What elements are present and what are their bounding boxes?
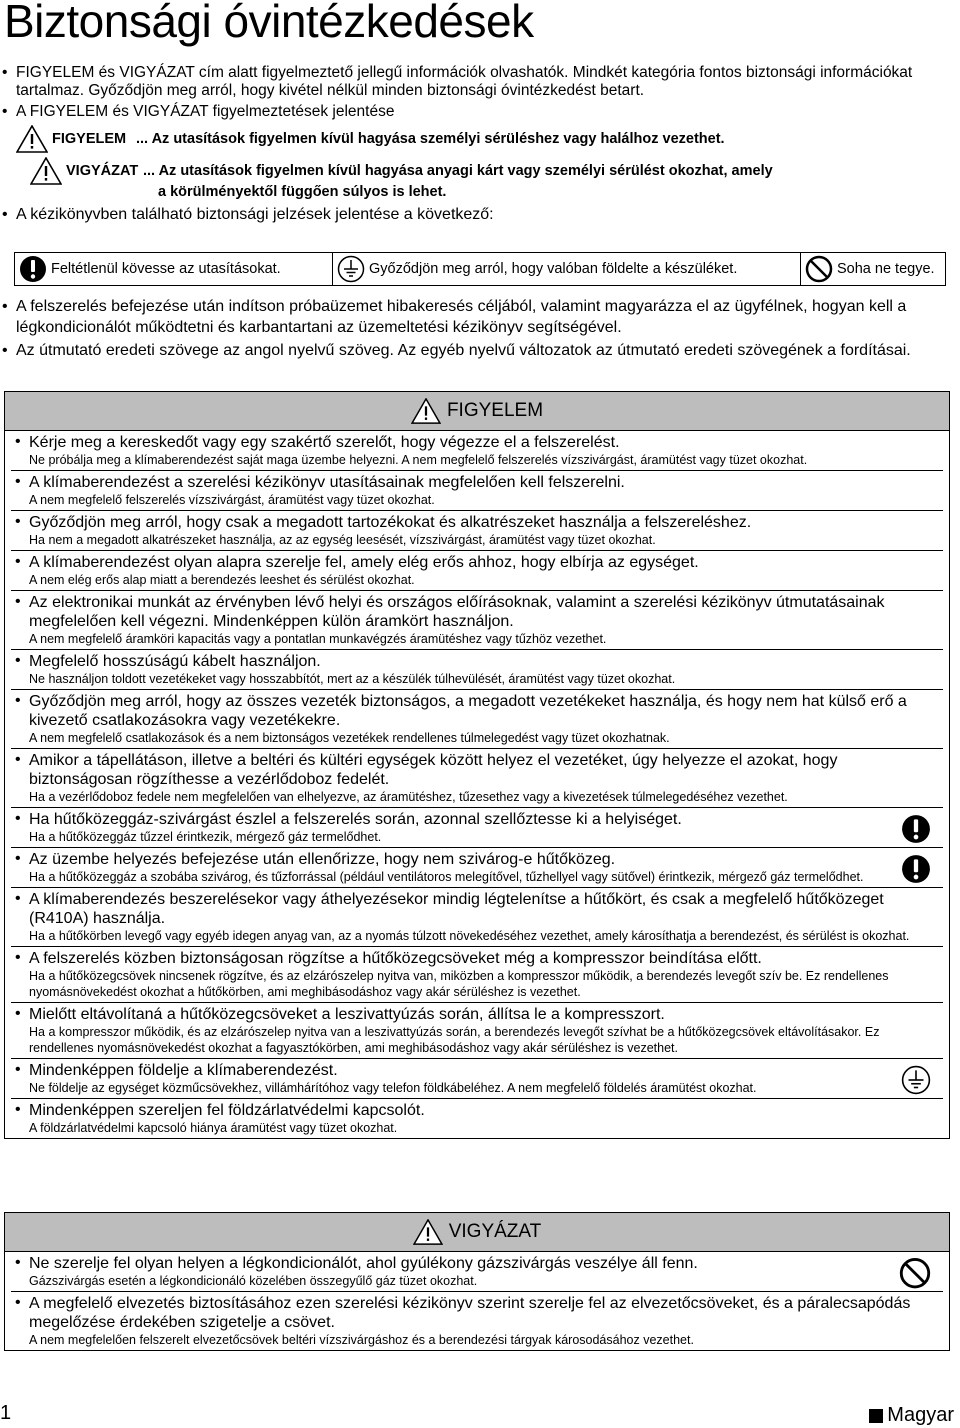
item-main-text: • A klímaberendezést olyan alapra szerelje fel, amely elég erős ahhoz, hogy elbírja az egységet. bbox=[29, 554, 699, 571]
warning-items bbox=[5, 431, 949, 1138]
symbol-ground-text: Győződjön meg arról, hogy valóban földelte a készüléket. bbox=[369, 261, 738, 277]
caution-triangle-icon bbox=[30, 157, 62, 185]
item-sub-text: A földzárlatvédelmi kapcsoló hiánya áramütést vagy tüzet okozhat. bbox=[29, 1121, 398, 1135]
item-main-text: • Mindenképpen szereljen fel földzárlatvédelmi kapcsolót. bbox=[29, 1102, 425, 1119]
item-sub-text: A nem megfelelően felszerelt elvezetőcsövek beltéri vízszivárgáshoz és a berendezési tárgyak károsodásához vezethet. bbox=[29, 1333, 694, 1347]
list-item bbox=[11, 1059, 943, 1099]
item-main-text: • Mindenképpen földelje a klímaberendezést. bbox=[29, 1062, 338, 1079]
caution-definition bbox=[0, 155, 950, 211]
item-main-text: • Az üzembe helyezés befejezése után ellenőrizze, hogy nem szivárog-e hűtőközeg. bbox=[29, 851, 616, 868]
list-item bbox=[11, 511, 943, 551]
list-item bbox=[11, 1252, 943, 1292]
note-2: • Az útmutató eredeti szövege az angol nyelvű szöveg. Az egyéb nyelvű változatok az útmutató eredeti szövegének a fordításai. bbox=[0, 340, 950, 361]
exclamation-icon bbox=[19, 255, 47, 283]
list-item bbox=[11, 808, 943, 848]
item-main-text: • Ne szerelje fel olyan helyen a légkondicionálót, ahol gyúlékony gázszivárgás veszélye áll fenn. bbox=[29, 1255, 698, 1272]
symbol-mandatory bbox=[15, 253, 333, 285]
item-sub-text: A nem megfelelő áramköri kapacitás vagy a pontatlan munkavégzés áramütéshez vagy tűzhöz vezethet. bbox=[29, 632, 607, 646]
list-item bbox=[11, 650, 943, 690]
warning-text: ... Az utasítások figyelmen kívül hagyása személyi sérüléshez vagy halálhoz vezethet. bbox=[136, 131, 725, 147]
prohibition-icon bbox=[899, 1257, 931, 1294]
item-main-text: • Mielőtt eltávolítaná a hűtőközegcsöveket a leszivattyúzás során, állítsa le a kompresszort. bbox=[29, 1006, 665, 1023]
symbol-legend bbox=[14, 252, 946, 286]
item-main-text: • Kérje meg a kereskedőt vagy egy szakértő szerelőt, hogy végezze el a felszerelést. bbox=[29, 434, 620, 451]
page-number: 1 bbox=[0, 1402, 12, 1424]
list-item bbox=[11, 1099, 943, 1138]
item-main-text: • Győződjön meg arról, hogy az összes vezeték biztonságos, a megadott vezetékeket használja, és hogy nem hat külső erő a kivezető csatlakozásokra vagy vezetékekre. bbox=[29, 693, 907, 729]
list-item bbox=[11, 551, 943, 591]
item-sub-text: Ha a hűtőközeggáz tűzzel érintkezik, mérgező gáz termelődhet. bbox=[29, 830, 382, 844]
item-sub-text: Ha nem a megadott alkatrészeket használja, az az egység leesését, vízszivárgást, áramütést vagy tüzet okozhat. bbox=[29, 533, 656, 547]
item-sub-text: Ha a hűtőközeggáz a szobába szivárog, és tűzforrással (például ventilátoros melegítővel, tűzhellyel vagy sütővel) érintkezik, mérgező gáz termelődhet. bbox=[29, 870, 864, 884]
item-main-text: • A klímaberendezést a szerelési kézikönyv utasításainak megfelelően kell felszerelni. bbox=[29, 474, 625, 491]
symbol-mandatory-text: Feltétlenül kövesse az utasításokat. bbox=[51, 261, 281, 277]
item-main-text: • A klímaberendezés beszerelésekor vagy áthelyezésekor mindig légtelenítse a hűtőkört, és csak a megfelelő hűtőközeget (R410A) használja. bbox=[29, 891, 884, 927]
warning-box-title: FIGYELEM bbox=[446, 400, 544, 421]
list-item bbox=[11, 947, 943, 1003]
page-title: Biztonsági óvintézkedések bbox=[4, 0, 534, 47]
warning-triangle-icon bbox=[16, 125, 48, 153]
caution-triangle-icon bbox=[413, 1219, 443, 1245]
caution-box bbox=[4, 1212, 950, 1351]
language-text: Magyar bbox=[887, 1404, 954, 1426]
item-main-text: • A felszerelés közben biztonságosan rögzítse a hűtőközegcsöveket még a kompresszor beindítása előtt. bbox=[29, 950, 762, 967]
item-sub-text: A nem megfelelő felszerelés vízszivárgást, áramütést vagy tüzet okozhat. bbox=[29, 493, 435, 507]
item-main-text: • Megfelelő hosszúságú kábelt használjon. bbox=[29, 653, 321, 670]
item-main-text: • A megfelelő elvezetés biztosításához ezen szerelési kézikönyv szerint szerelje fel az elvezetőcsöveket, és a páralecsapódás megelőzése érdekében szigetelje a csövet. bbox=[29, 1295, 911, 1331]
warning-box-header bbox=[5, 392, 949, 431]
item-sub-text: Ne próbálja meg a klímaberendezést saját maga üzembe helyezni. A nem megfelelő felszerelés vízszivárgást, áramütést vagy tüzet okozhat. bbox=[29, 453, 808, 467]
item-sub-text: Ha a hűtőkörben levegő vagy egyéb idegen anyag van, az a nyomás túlzott növekedéséhez vezethet, amely károsíthatja a berendezést, és sérülést is okozhat. bbox=[29, 929, 910, 943]
list-item bbox=[11, 690, 943, 749]
item-main-text: • Győződjön meg arról, hogy csak a megadott tartozékokat és alkatrészeket használja a felszereléshez. bbox=[29, 514, 752, 531]
caution-text-cont: a körülményektől függően súlyos is lehet. bbox=[158, 184, 447, 200]
intro-section bbox=[0, 64, 950, 225]
list-item bbox=[11, 1292, 943, 1350]
note-1: • A felszerelés befejezése után indítson próbaüzemet hibakeresés céljából, valamint magyarázza el az ügyfélnek, hogyan kell a légkondicionálót működtetni és karbantartani az üzemeltetési kézikönyv segítségével. bbox=[0, 296, 950, 338]
warning-triangle-icon bbox=[411, 398, 441, 424]
prohibition-icon bbox=[805, 255, 833, 283]
item-main-text: • Az elektronikai munkát az érvényben lévő helyi és országos előírásoknak, valamint a szerelési kézikönyv útmutatásainak megfelelően kell végezni. Mindenképpen külön áramkört használjon. bbox=[29, 594, 885, 630]
item-sub-text: Ha a kompresszor működik, és az elzárószelep nyitva van a leszivattyúzás során, a berendezés levegőt szívhat be a hűtőközegcsövek eltávolításakor. Ez rendellenes nyomásnövekedést okozhat a fagyasztókörben, ami meghibásodáshoz vagy akár sérüléshez is vezethet. bbox=[29, 1025, 880, 1055]
item-sub-text: Ne földelje az egységet közműcsövekhez, villámhárítóhoz vagy telefon földkábeléhez. A nem megfelelő földelés áramütést okozhat. bbox=[29, 1081, 757, 1095]
caution-label: VIGYÁZAT bbox=[66, 163, 139, 179]
intro-bullet-2: • A FIGYELEM és VIGYÁZAT figyelmeztetések jelentése bbox=[0, 103, 950, 121]
intro-bullet-1: • FIGYELEM és VIGYÁZAT cím alatt figyelmeztető jellegű információk olvashatók. Mindkét kategória fontos biztonsági információkat tartalmaz. Győződjön meg arról, hogy kivétel nélkül minden biztonsági óvintézkedést betart. bbox=[0, 64, 950, 100]
list-item bbox=[11, 848, 943, 888]
caution-box-header bbox=[5, 1213, 949, 1252]
exclamation-icon bbox=[901, 814, 931, 849]
notes-section bbox=[0, 296, 950, 361]
language-marker-icon bbox=[869, 1409, 883, 1423]
exclamation-icon bbox=[901, 854, 931, 889]
warning-definition bbox=[0, 123, 950, 155]
symbol-prohibited bbox=[801, 253, 945, 285]
item-sub-text: A nem megfelelő csatlakozások és a nem biztonságos vezetékek rendellenes túlmelegedést vagy tüzet okozhatnak. bbox=[29, 731, 670, 745]
caution-items bbox=[5, 1252, 949, 1350]
item-sub-text: Ha a vezérlődoboz fedele nem megfelelően van elhelyezve, az áramütéshez, tűzesethez vagy a kivezetések túlmelegedéséhez vezethet. bbox=[29, 790, 788, 804]
list-item bbox=[11, 471, 943, 511]
list-item bbox=[11, 591, 943, 650]
list-item bbox=[11, 431, 943, 471]
item-main-text: • Ha hűtőközeggáz-szivárgást észlel a felszerelés során, azonnal szellőztesse ki a helyiséget. bbox=[29, 811, 682, 828]
item-sub-text: Ha a hűtőközegcsövek nincsenek rögzítve, és az elzárószelep nyitva van, miközben a kompresszor működik, a berendezés levegőt szív be. Ez rendellenes nyomásnövekedést okozhat a hűtőkörben, ami meghibásodáshoz vagy akár sérüléshez is vezethet. bbox=[29, 969, 889, 999]
caution-text: ... Az utasítások figyelmen kívül hagyása anyagi kárt vagy személyi sérülést okozhat, amely bbox=[143, 163, 773, 179]
item-sub-text: A nem elég erős alap miatt a berendezés leeshet és sérülést okozhat. bbox=[29, 573, 415, 587]
warning-box bbox=[4, 391, 950, 1139]
symbol-prohibited-text: Soha ne tegye. bbox=[837, 261, 935, 277]
list-item bbox=[11, 1003, 943, 1059]
item-sub-text: Ne használjon toldott vezetékeket vagy hosszabbítót, mert az a készülék túlhevülését, áramütést vagy tüzet okozhat. bbox=[29, 672, 676, 686]
intro-bullet-3: • A kézikönyvben található biztonsági jelzések jelentése a következő: bbox=[0, 205, 950, 225]
item-sub-text: Gázszivárgás esetén a légkondicionáló közelében összegyűlő gáz tüzet okozhat. bbox=[29, 1274, 478, 1288]
list-item bbox=[11, 888, 943, 947]
ground-icon bbox=[901, 1065, 931, 1100]
symbol-ground bbox=[333, 253, 801, 285]
item-main-text: • Amikor a tápellátáson, illetve a beltéri és kültéri egységek között helyez el vezetéket, úgy helyezze el azokat, hogy biztonságosan rögzíthesse a vezérlődoboz fedelét. bbox=[29, 752, 838, 788]
caution-box-title: VIGYÁZAT bbox=[448, 1221, 542, 1242]
language-label bbox=[869, 1404, 954, 1427]
warning-label: FIGYELEM bbox=[52, 131, 127, 147]
ground-icon bbox=[337, 255, 365, 283]
list-item bbox=[11, 749, 943, 808]
